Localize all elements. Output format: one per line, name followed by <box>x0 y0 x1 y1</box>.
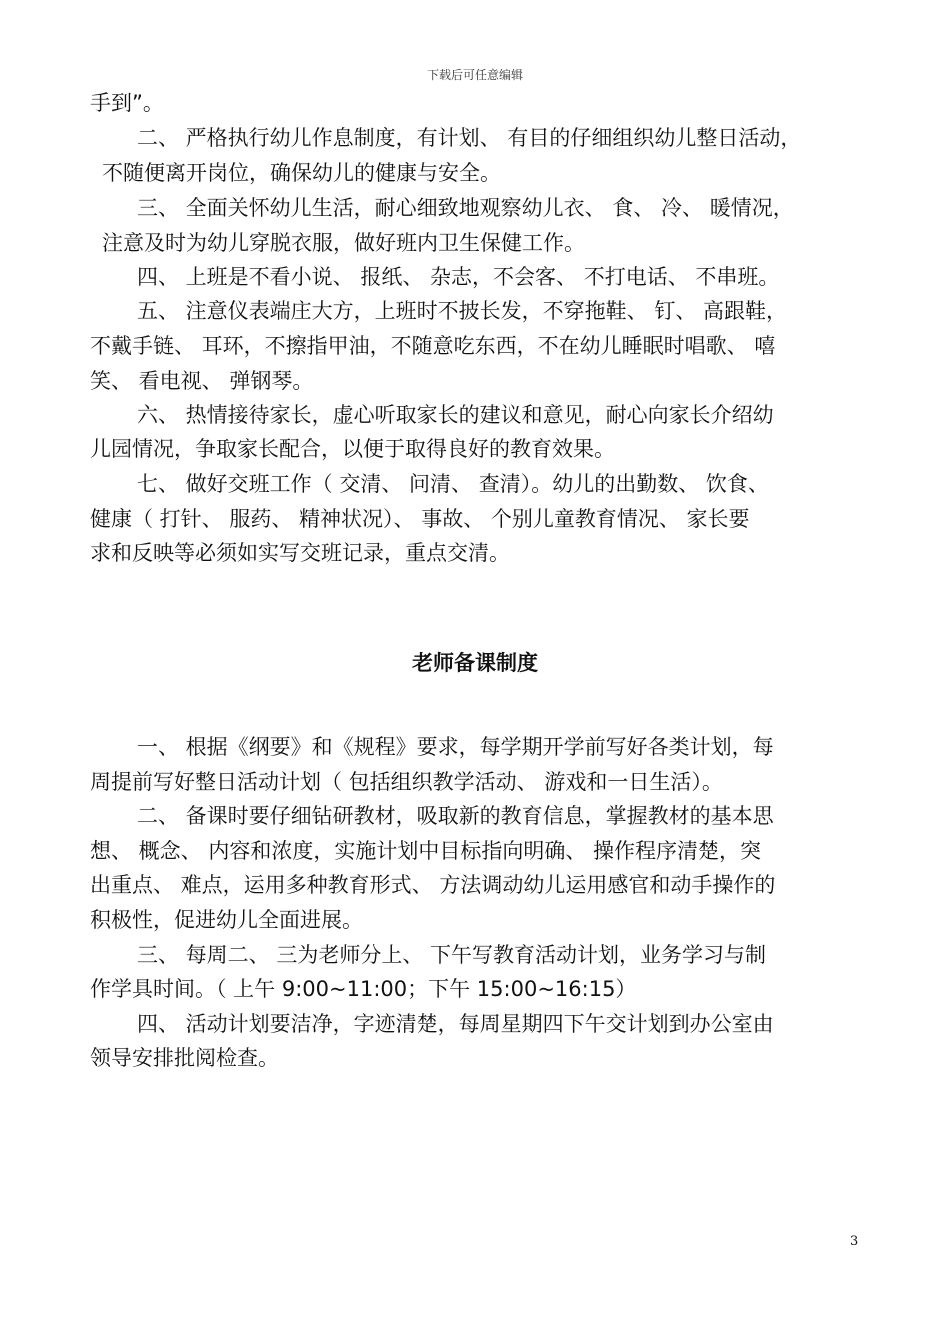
paragraph-line: 不随便离开岗位，确保幼儿的健康与安全。 <box>102 161 501 185</box>
paragraph-line: 笑、 看电视、 弹钢琴。 <box>90 369 314 393</box>
paragraph-line: 三、 每周二、 三为老师分上、 下午写教育活动计划，业务学习与制 <box>137 943 767 967</box>
paragraph-line: 四、 活动计划要洁净，字迹清楚，每周星期四下午交计划到办公室由 <box>137 1012 774 1036</box>
paragraph-line: 求和反映等必须如实写交班记录，重点交清。 <box>90 541 510 565</box>
paragraph-line: 手到”。 <box>90 91 164 115</box>
paragraph-line: 领导安排批阅检查。 <box>90 1046 279 1070</box>
paragraph-line: 作学具时间。（ 上午 9:00~11:00；下午 15:00~16:15） <box>90 977 637 1001</box>
paragraph-line: 出重点、 难点，运用多种教育形式、 方法调动幼儿运用感官和动手操作的 <box>90 873 776 897</box>
paragraph-line: 健康（ 打针、 服药、 精神状况）、 事故、 个别儿童教育情况、 家长要 <box>90 507 750 531</box>
paragraph-line: 儿园情况，争取家长配合，以便于取得良好的教育效果。 <box>90 437 615 461</box>
paragraph-line: 二、 严格执行幼儿作息制度，有计划、 有目的仔细组织幼儿整日活动， <box>137 126 802 150</box>
paragraph-line: 注意及时为幼儿穿脱衣服，做好班内卫生保健工作。 <box>102 231 585 255</box>
paragraph-line: 积极性，促进幼儿全面进展。 <box>90 908 363 932</box>
paragraph-line: 不戴手链、 耳环，不擦指甲油，不随意吃东西，不在幼儿睡眠时唱歌、 嘻 <box>90 334 776 358</box>
paragraph-line: 四、 上班是不看小说、 报纸、 杂志，不会客、 不打电话、 不串班。 <box>137 265 780 289</box>
paragraph-line: 想、 概念、 内容和浓度，实施计划中目标指向明确、 操作程序清楚，突 <box>90 839 762 863</box>
paragraph-line: 五、 注意仪表端庄大方，上班时不披长发，不穿拖鞋、 钉、 高跟鞋， <box>137 299 788 323</box>
paragraph-line: 三、 全面关怀幼儿生活，耐心细致地观察幼儿衣、 食、 冷、 暖情况， <box>137 196 794 220</box>
page-header: 下载后可任意编辑 <box>426 68 523 82</box>
paragraph-line: 六、 热情接待家长，虚心听取家长的建议和意见，耐心向家长介绍幼 <box>137 403 774 427</box>
section-title: 老师备课制度 <box>412 651 538 675</box>
paragraph-line: 周提前写好整日活动计划（ 包括组织教学活动、 游戏和一日生活）。 <box>90 770 723 794</box>
paragraph-line: 一、 根据《纲要》和《规程》要求，每学期开学前写好各类计划，每 <box>137 735 774 759</box>
paragraph-line: 二、 备课时要仔细钻研教材，吸取新的教育信息，掌握教材的基本思 <box>137 804 774 828</box>
page-number: 3 <box>850 1234 859 1249</box>
paragraph-line: 七、 做好交班工作（ 交清、 问清、 查清）。幼儿的出勤数、 饮食、 <box>137 472 769 496</box>
